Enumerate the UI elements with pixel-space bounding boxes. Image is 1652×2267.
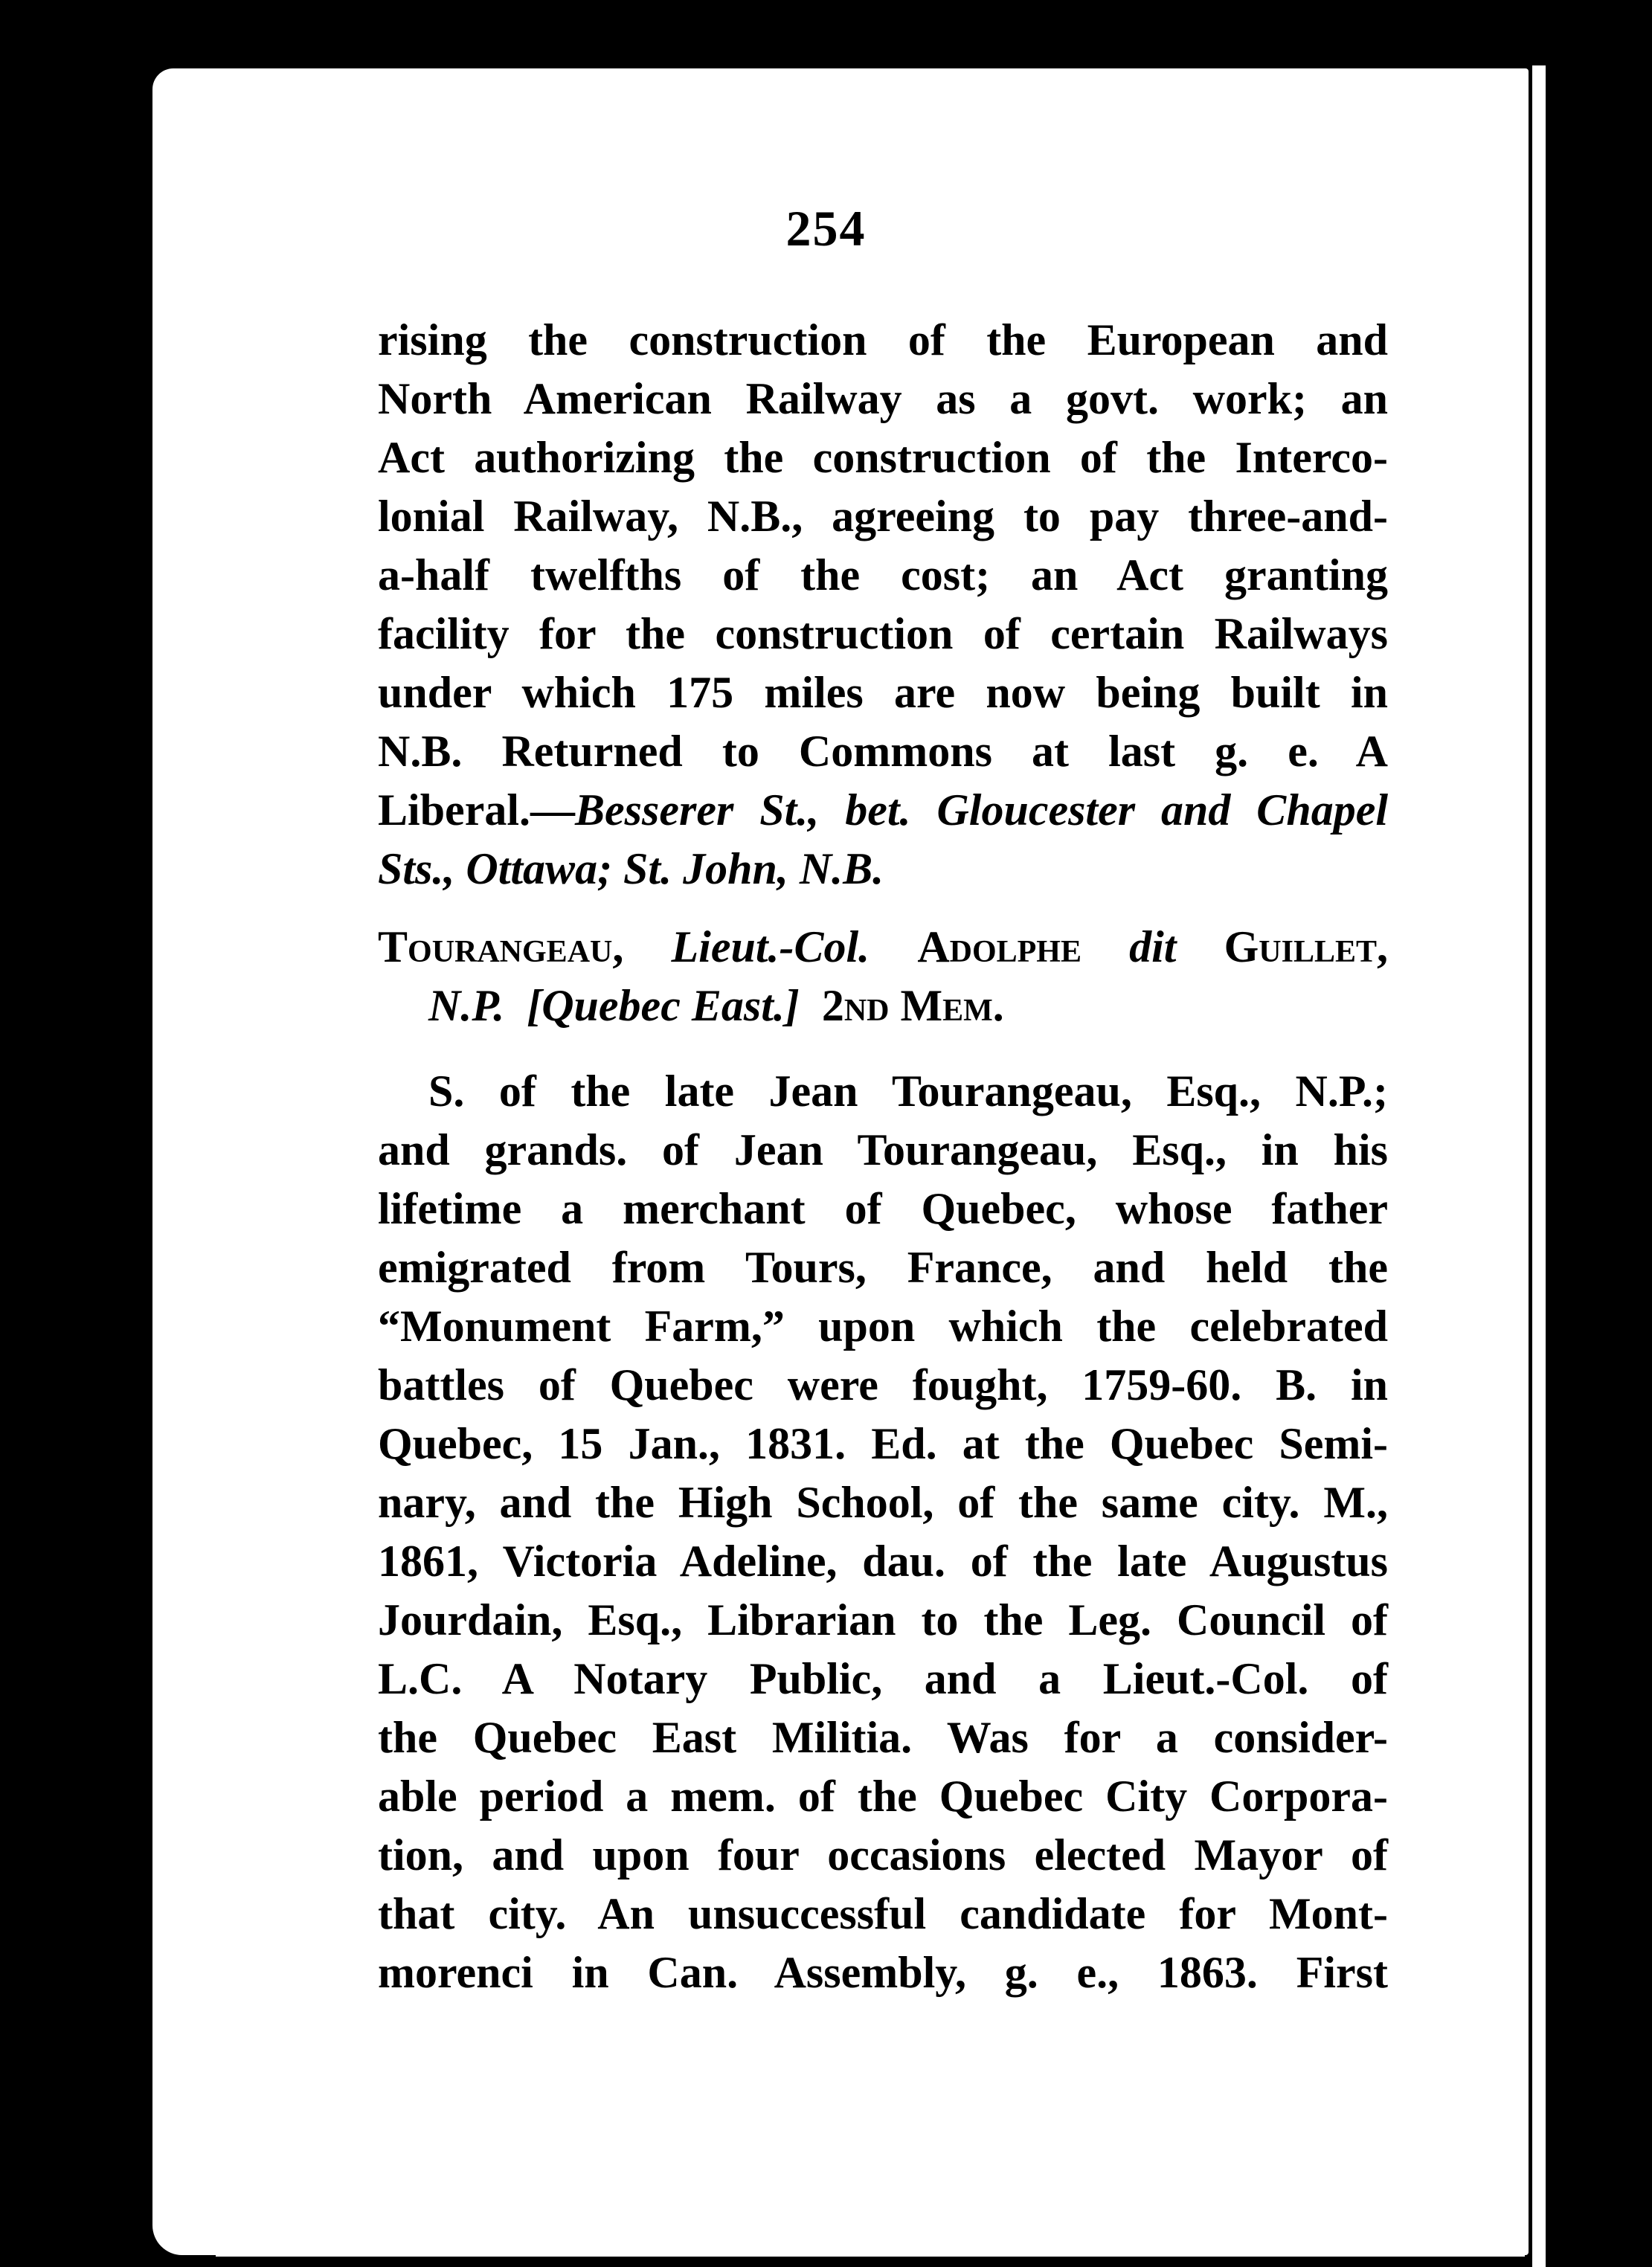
text-line: North American Railway as a govt. work; an xyxy=(378,374,1388,423)
text-line: “Monument Farm,” upon which the celebrated xyxy=(378,1302,1388,1351)
text-line: Act authorizing the construction of the Interco- xyxy=(378,433,1388,482)
entry-rank: Lieut.-Col. xyxy=(671,922,870,971)
text-line: tion, and upon four occasions elected Mayor of xyxy=(378,1830,1388,1879)
text-line: morenci in Can. Assembly, g. e., 1863. First xyxy=(378,1948,1388,1997)
page-number: 254 xyxy=(785,200,867,257)
text-line: lifetime a merchant of Quebec, whose father xyxy=(378,1184,1388,1233)
page-edge-strip xyxy=(1532,65,1546,2267)
text-line: facility for the construction of certain Railways xyxy=(378,609,1388,658)
text-line: emigrated from Tours, France, and held the xyxy=(378,1243,1388,1292)
text-line: Jourdain, Esq., Librarian to the Leg. Council of xyxy=(378,1595,1388,1644)
text-line: under which 175 miles are now being built in xyxy=(378,668,1388,717)
page-bottom-edge xyxy=(216,2245,1525,2257)
text-line: battles of Quebec were fought, 1759-60. B. in xyxy=(378,1360,1388,1409)
text-line: lonial Railway, N.B., agreeing to pay three-and- xyxy=(378,492,1388,541)
text-line: S. of the late Jean Tourangeau, Esq., N.P.; xyxy=(428,1067,1388,1116)
text-line: Quebec, 15 Jan., 1831. Ed. at the Quebec Semi- xyxy=(378,1419,1388,1468)
entry-given-name: Adolphe xyxy=(917,922,1081,971)
body-text xyxy=(378,311,1388,2002)
text-line: the Quebec East Militia. Was for a consider- xyxy=(378,1713,1388,1762)
entry-riding: [Quebec East.] xyxy=(527,981,800,1030)
text-line: N.B. Returned to Commons at last g. e. A xyxy=(378,727,1388,776)
entry-alias: Guillet, xyxy=(1224,922,1389,971)
text-line: able period a mem. of the Quebec City Corpora- xyxy=(378,1772,1388,1821)
address-text: Sts., Ottawa; St. John, N.B. xyxy=(378,844,884,893)
entry-heading-line xyxy=(378,977,1388,1035)
text-line: nary, and the High School, of the same city. M., xyxy=(378,1478,1388,1527)
address-text: Besserer St., bet. Gloucester and Chapel xyxy=(575,785,1388,835)
entry-title: N.P. xyxy=(428,981,505,1030)
text-run: Liberal.— xyxy=(378,785,575,835)
entry-member: 2nd Mem. xyxy=(821,981,1004,1030)
text-line xyxy=(378,840,1388,898)
text-line: 1861, Victoria Adeline, dau. of the late Augustus xyxy=(378,1537,1388,1586)
text-line: that city. An unsuccessful candidate for Mont- xyxy=(378,1889,1388,1938)
text-line: and grands. of Jean Tourangeau, Esq., in his xyxy=(378,1125,1388,1174)
text-line: a-half twelfths of the cost; an Act granting xyxy=(378,550,1388,599)
entry-heading-line xyxy=(378,918,1388,977)
text-line: rising the construction of the European and xyxy=(378,315,1388,364)
text-line: L.C. A Notary Public, and a Lieut.-Col. of xyxy=(378,1654,1388,1703)
entry-surname: Tourangeau, xyxy=(378,922,624,971)
entry-dit: dit xyxy=(1129,922,1177,971)
text-line xyxy=(378,781,1388,840)
